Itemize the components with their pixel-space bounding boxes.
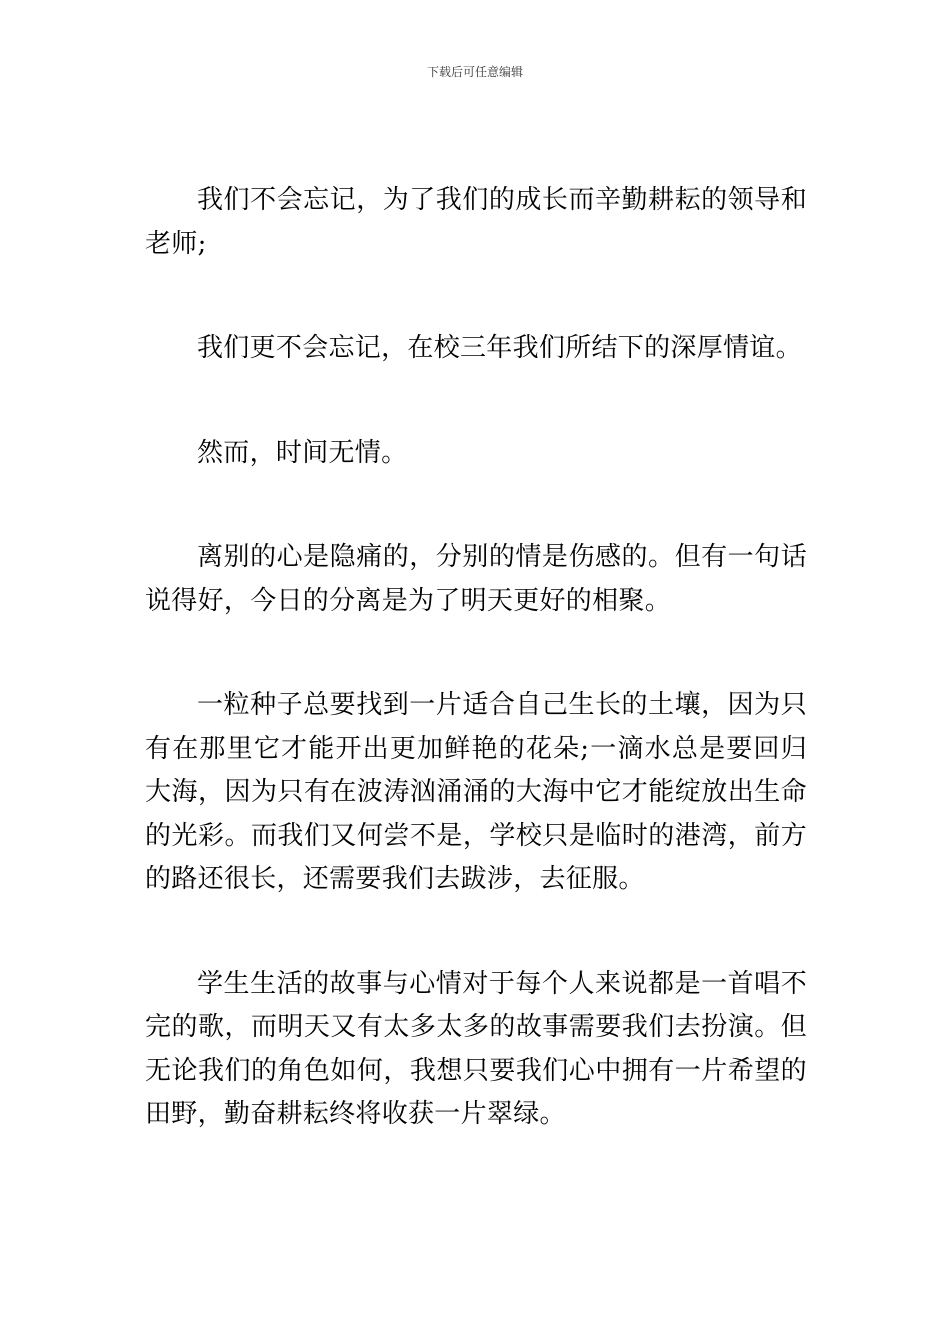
document-body — [145, 179, 807, 1198]
paragraph-1: 我们不会忘记，为了我们的成长而辛勤耕耘的领导和老师; — [145, 185, 807, 259]
paragraph-6: 学生生活的故事与心情对于每个人来说都是一首唱不完的歌，而明天又有太多太多的故事需要我们去扮演。但无论我们的角色如何，我想只要我们心中拥有一片希望的田野，勤奋耕耘终将收获一片翠绿。 — [145, 968, 807, 1129]
paragraph-2: 我们更不会忘记，在校三年我们所结下的深厚情谊。 — [197, 333, 802, 363]
paragraph-5: 一粒种子总要找到一片适合自己生长的土壤，因为只有在那里它才能开出更加鲜艳的花朵;一滴水总是要回归大海，因为只有在波涛汹涌涌的大海中它才能绽放出生命的光彩。而我们又何尝不是，学校只是临时的港湾，前方的路还很长，还需要我们去跋涉，去征服。 — [145, 690, 807, 894]
page-header: 下载后可任意编辑 — [426, 65, 523, 79]
paragraph-3: 然而，时间无情。 — [197, 437, 408, 468]
paragraph-4: 离别的心是隐痛的，分别的情是伤感的。但有一句话说得好，今日的分离是为了明天更好的相聚。 — [145, 542, 807, 616]
